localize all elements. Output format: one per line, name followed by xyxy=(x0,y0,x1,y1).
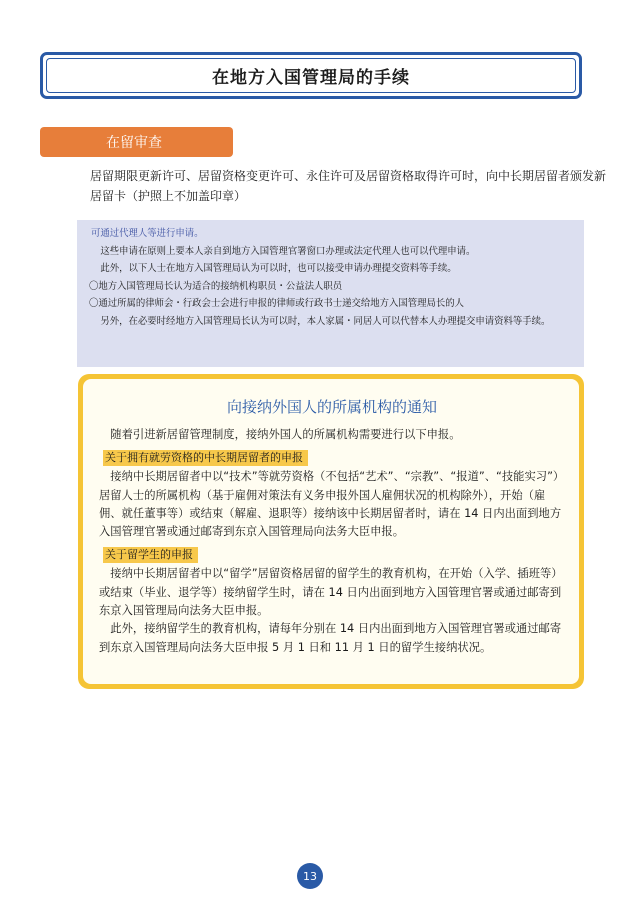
agent-paragraph-1: 这些申请在原则上要本人亲自到地方入国管理官署窗口办理或法定代理人也可以代理申请。 xyxy=(100,245,476,257)
agent-heading: 可通过代理人等进行申请。 xyxy=(91,228,204,239)
page-title: 在地方入国管理局的手续 xyxy=(46,58,576,93)
agent-paragraph-2: 此外，以下人士在地方入国管理局认为可以时，也可以接受申请办理提交资料等手续。 xyxy=(100,263,457,274)
notice-box xyxy=(78,374,584,689)
notice-intro: 随着引进新居留管理制度，接纳外国人的所属机构需要进行以下申报。 xyxy=(110,428,461,441)
student-report-text: 接纳中长期居留者中以“留学”居留资格居留的留学生的教育机构，在开始（入学、插班等）或结束（毕业、退学等）接纳留学生时，请在 14 日内出面到地方入国管理官署或通过邮寄到东京入国管理局向法务大臣申报。 xyxy=(99,567,563,618)
student-report-label: 关于留学生的申报 xyxy=(103,547,198,563)
employment-report-label: 关于拥有就劳资格的中长期居留者的申报 xyxy=(103,450,308,466)
page-title-box xyxy=(40,52,582,99)
section-intro: 居留期限更新许可、居留资格变更许可、永住许可及居留资格取得许可时，向中长期居留者颁发新居留卡（护照上不加盖印章） xyxy=(90,169,607,203)
notice-title: 向接纳外国人的所属机构的通知 xyxy=(226,398,437,416)
page-number: 13 xyxy=(297,863,323,889)
student-status-report-text: 此外，接纳留学生的教育机构，请每年分别在 14 日内出面到地方入国管理官署或通过邮寄到东京入国管理局向法务大臣申报 5 月 1 日和 11 月 1 日的留学生接纳状况。 xyxy=(99,622,562,654)
notice-content xyxy=(83,379,579,684)
agent-info-box xyxy=(77,220,584,367)
section-tab: 在留审查 xyxy=(40,127,233,157)
agent-item-1: 〇地方入国管理局长认为适合的接纳机构职员・公益法人职员 xyxy=(89,280,343,292)
agent-paragraph-3: 另外，在必要时经地方入国管理局长认为可以时，本人家属・同居人可以代替本人办理提交申请资料等手续。 xyxy=(100,315,551,327)
agent-item-2: 〇通过所属的律师会・行政会士会进行申报的律师或行政书士递交给地方入国管理局长的人 xyxy=(89,298,465,309)
employment-report-text: 接纳中长期居留者中以“技术”等就劳资格（不包括“艺术”、“宗教”、“报道”、“技能实习”）居留人士的所属机构（基于雇佣对策法有义务申报外国人雇佣状况的机构除外），开始（雇佣、就任董事等）或结束（解雇、退职等）接纳该中长期居留者时，请在 14 日内出面到地方入国管理官署或通过邮寄到东京入国管理局向法务大臣申报。 xyxy=(99,470,565,539)
